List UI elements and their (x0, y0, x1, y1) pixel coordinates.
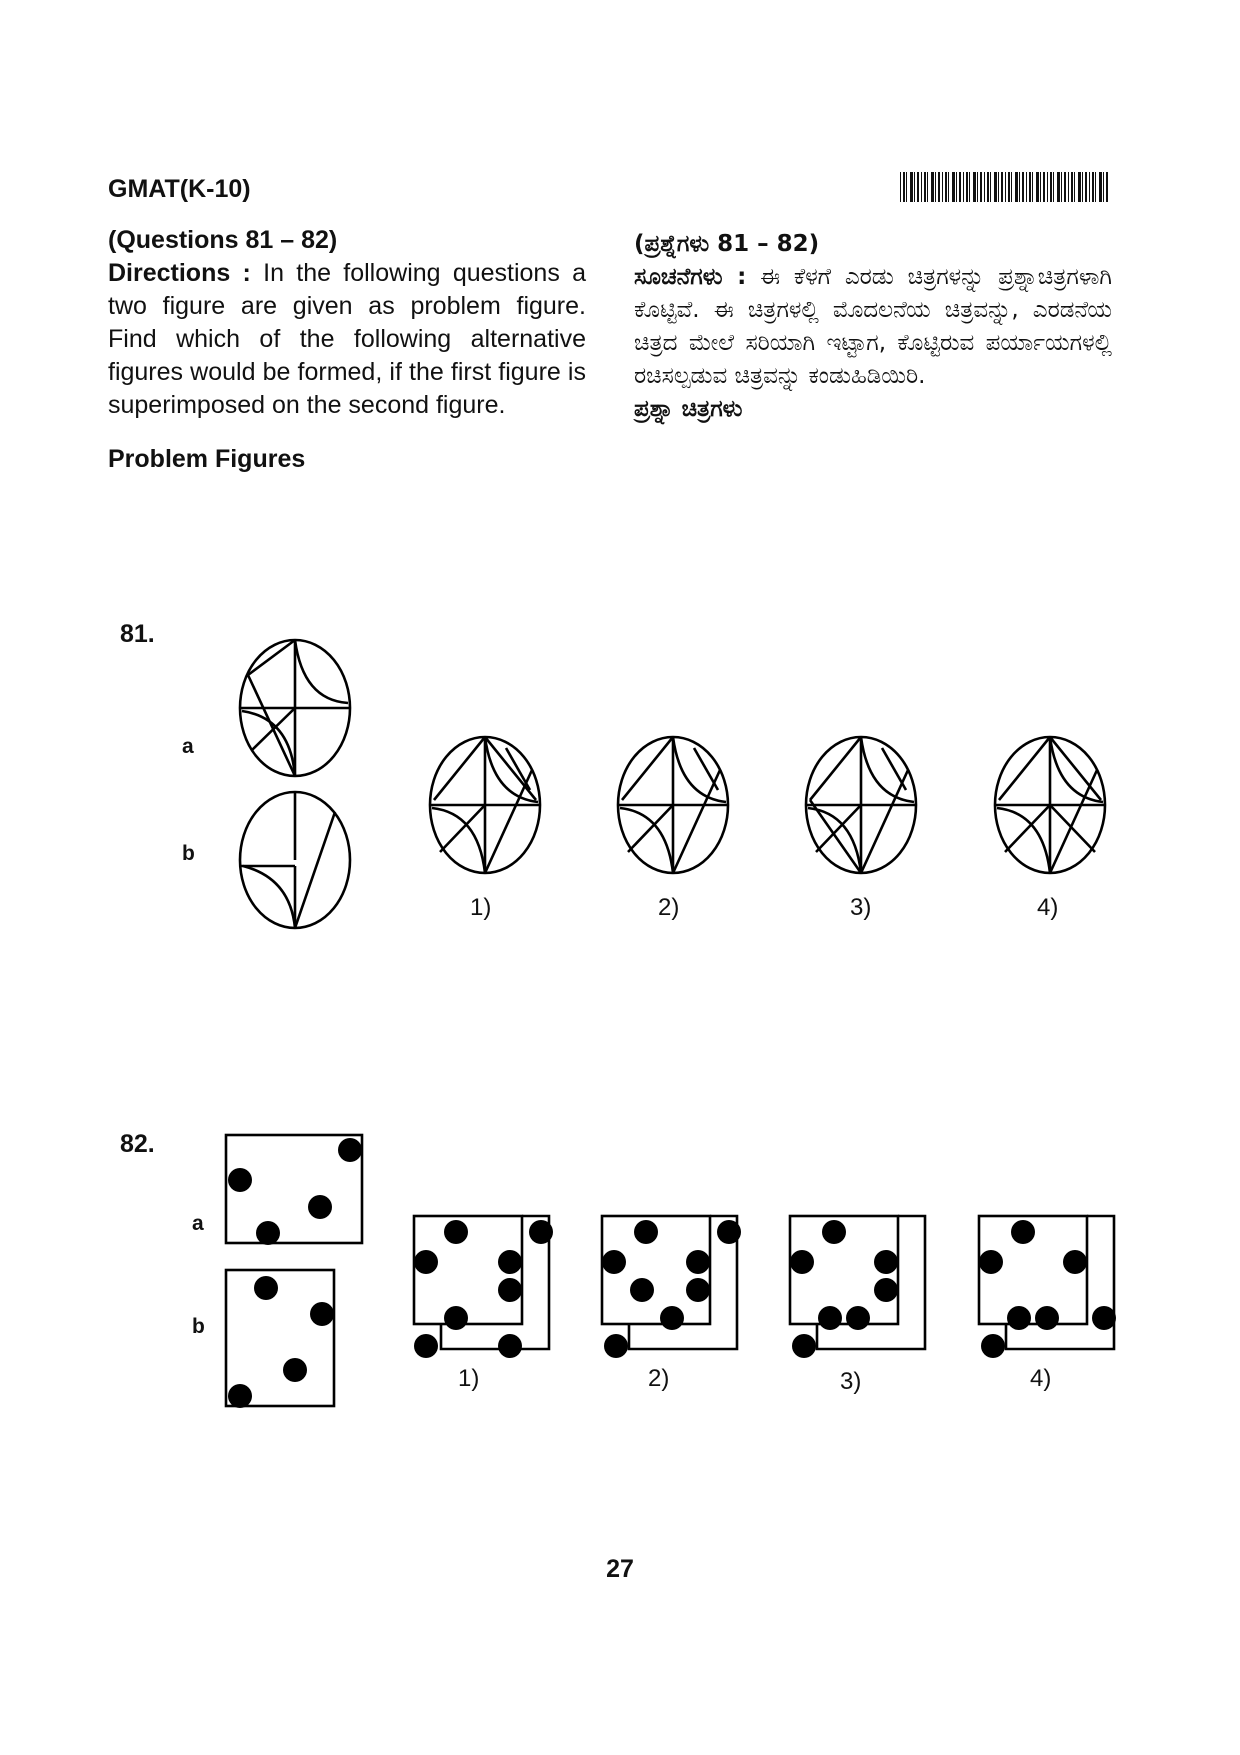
dot (1007, 1306, 1031, 1330)
question-82-number: 82. (120, 1130, 155, 1158)
q81-option-2-figure (618, 737, 728, 873)
dot (1035, 1306, 1059, 1330)
q82-option-1-figure (414, 1216, 549, 1349)
dot (874, 1278, 898, 1302)
dot (604, 1334, 628, 1358)
q81-label-a: a (182, 735, 194, 758)
dot (686, 1250, 710, 1274)
dot (256, 1221, 280, 1245)
q81-option-1-label: 1) (470, 894, 492, 921)
dot (1063, 1250, 1087, 1274)
dot (818, 1306, 842, 1330)
q81-option-4-label: 4) (1037, 894, 1059, 921)
dot (790, 1250, 814, 1274)
q81-option-2-label: 2) (658, 894, 680, 921)
q81-figure-b (240, 792, 350, 928)
page-number: 27 (606, 1555, 634, 1583)
q82-option-3-label: 3) (840, 1368, 862, 1395)
dot (822, 1220, 846, 1244)
q82-label-a: a (192, 1212, 204, 1235)
directions-text: In the following questions a two figure are given as problem figure. Find which of the following alternative figures would be formed, if the first figure is superimposed on the second figure. (108, 259, 587, 419)
dot (228, 1384, 252, 1408)
dot (717, 1220, 741, 1244)
problem-figures-heading: Problem Figures (108, 445, 306, 473)
dot (602, 1250, 626, 1274)
q81-figure-a (240, 640, 350, 776)
dot (228, 1168, 252, 1192)
dot (634, 1220, 658, 1244)
question-81-number: 81. (120, 620, 155, 648)
dot (686, 1278, 710, 1302)
dot (981, 1334, 1005, 1358)
dot (283, 1358, 307, 1382)
dot (308, 1195, 332, 1219)
directions-text-kannada: ಈ ಕೆಳಗೆ ಎರಡು ಚಿತ್ರಗಳನ್ನು ಪ್ರಶ್ನಾಚಿತ್ರಗಳಾಗಿ ಕೊಟ್ಟಿವೆ. ಈ ಚಿತ್ರಗಳಲ್ಲಿ ಮೊದಲನೆಯ ಚಿತ್ರವನ್ನು, ಎರಡನೆಯ ಚಿತ್ರದ ಮೇಲೆ ಸರಿಯಾಗಿ ಇಟ್ಟಾಗ, ಕೊಟ್ಟಿರುವ ಪರ್ಯಾಯಗಳಲ್ಲಿ ರಚಿಸಲ್ಪಡುವ ಚಿತ್ರವನ್ನು ಕಂಡುಹಿಡಿಯಿರಿ. (634, 264, 1113, 389)
dot (630, 1278, 654, 1302)
questions-heading-kannada: (ಪ್ರಶ್ನೆಗಳು 81 – 82) (634, 231, 820, 257)
q81-label-b: b (182, 842, 195, 865)
dot (444, 1306, 468, 1330)
dot (444, 1220, 468, 1244)
q81-option-3-label: 3) (850, 894, 872, 921)
dot (1092, 1306, 1116, 1330)
dot (414, 1250, 438, 1274)
q81-option-3-figure (806, 737, 916, 873)
dot (529, 1220, 553, 1244)
q82-option-2-label: 2) (648, 1365, 670, 1392)
dot (874, 1250, 898, 1274)
questions-heading: (Questions 81 – 82) (108, 226, 338, 254)
dot (846, 1306, 870, 1330)
dot (979, 1250, 1003, 1274)
dot (660, 1306, 684, 1330)
q82-label-b: b (192, 1315, 205, 1338)
dot (498, 1334, 522, 1358)
dot (1011, 1220, 1035, 1244)
dot (498, 1278, 522, 1302)
dot (414, 1334, 438, 1358)
dot (254, 1276, 278, 1300)
paper-code: GMAT(K-10) (108, 175, 251, 203)
q82-option-1-label: 1) (458, 1365, 480, 1392)
dot (792, 1334, 816, 1358)
dot (338, 1138, 362, 1162)
directions-label: Directions : (108, 259, 251, 287)
problem-figures-heading-kannada: ಪ್ರಶ್ನಾ ಚಿತ್ರಗಳು (634, 396, 743, 422)
dot (498, 1250, 522, 1274)
q81-option-1-figure (430, 737, 540, 873)
directions-label-kannada: ಸೂಚನೆಗಳು : (634, 264, 747, 290)
dot (310, 1302, 334, 1326)
q82-option-4-label: 4) (1030, 1365, 1052, 1392)
q81-option-4-figure (995, 737, 1105, 873)
